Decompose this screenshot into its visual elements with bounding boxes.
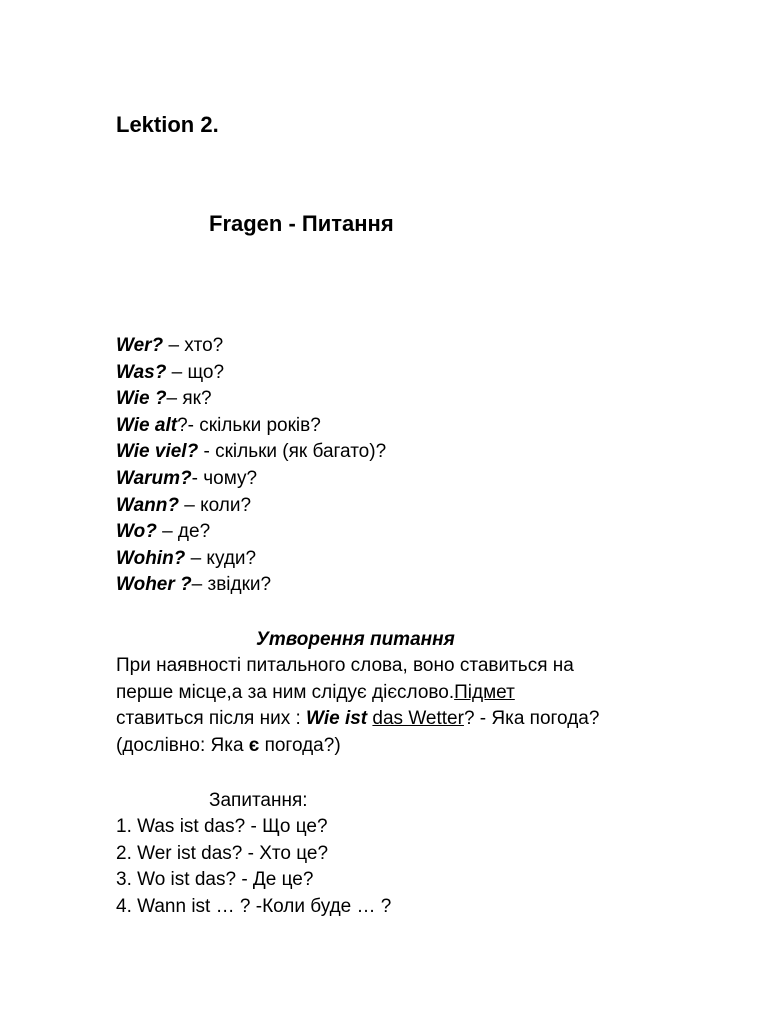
question-translation: - чому? (191, 467, 258, 489)
example-item: 2. Wer ist das? - Хто це? (116, 842, 329, 864)
question-word: Wie ? (116, 388, 167, 410)
question-item (116, 519, 386, 546)
paragraph-text: перше місце,а за ним слідує дієслово. (116, 681, 455, 703)
question-translation: ?- скільки років? (177, 414, 321, 436)
lesson-title: Lektion 2. (116, 112, 219, 137)
question-word: Wohin? (116, 547, 186, 569)
question-item (116, 493, 386, 520)
example-subject: das Wetter (372, 708, 464, 730)
question-item (116, 572, 386, 599)
example-item: 3. Wo ist das? - Де це? (116, 869, 314, 891)
paragraph-text: (дослівно: Яка (116, 734, 249, 756)
question-word: Wer? (116, 335, 164, 356)
paragraph-text: погода?) (259, 734, 341, 756)
paragraph-text: ставиться після них : (116, 708, 307, 730)
formation-heading: Утворення питання (256, 629, 455, 650)
question-item (116, 439, 386, 466)
question-translation: – що? (166, 361, 225, 383)
question-translation: – коли? (178, 494, 252, 516)
example-verb-phrase: Wie ist (306, 708, 368, 730)
question-translation: – як? (166, 388, 212, 410)
question-item (116, 413, 386, 440)
question-translation: – звідки? (191, 574, 272, 596)
question-word: Wann? (116, 494, 179, 516)
question-word: Woher ? (116, 574, 192, 596)
question-translation: – хто? (163, 335, 224, 356)
question-translation: – куди? (185, 547, 257, 569)
question-item (116, 386, 386, 413)
question-item (116, 360, 386, 387)
paragraph-line (116, 653, 676, 680)
formation-paragraph (116, 653, 676, 759)
question-word: Was? (116, 361, 167, 383)
question-word: Wie viel? (116, 441, 199, 463)
examples-list (116, 814, 391, 920)
paragraph-line (116, 733, 676, 760)
emphasis-word: є (248, 734, 260, 756)
question-word: Wo? (116, 521, 157, 543)
question-word: Wie alt (116, 414, 178, 436)
paragraph-text: При наявності питального слова, воно ставиться на (116, 655, 574, 676)
question-translation: – де? (156, 521, 211, 543)
question-translation: - скільки (як багато)? (198, 441, 387, 463)
example-item: 4. Wann ist … ? -Коли буде … ? (116, 895, 392, 917)
question-word: Warum? (116, 467, 192, 489)
question-list (116, 333, 386, 599)
question-item (116, 333, 386, 360)
section-title: Fragen - Питання (209, 211, 394, 236)
paragraph-line (116, 706, 676, 733)
question-item (116, 466, 386, 493)
example-item: 1. Was ist das? - Що це? (116, 816, 328, 837)
paragraph-line (116, 680, 676, 707)
examples-heading: Запитання: (209, 790, 308, 811)
question-item (116, 546, 386, 573)
subject-term: Підмет (454, 681, 515, 703)
paragraph-text: ? - Яка погода? (463, 708, 600, 730)
